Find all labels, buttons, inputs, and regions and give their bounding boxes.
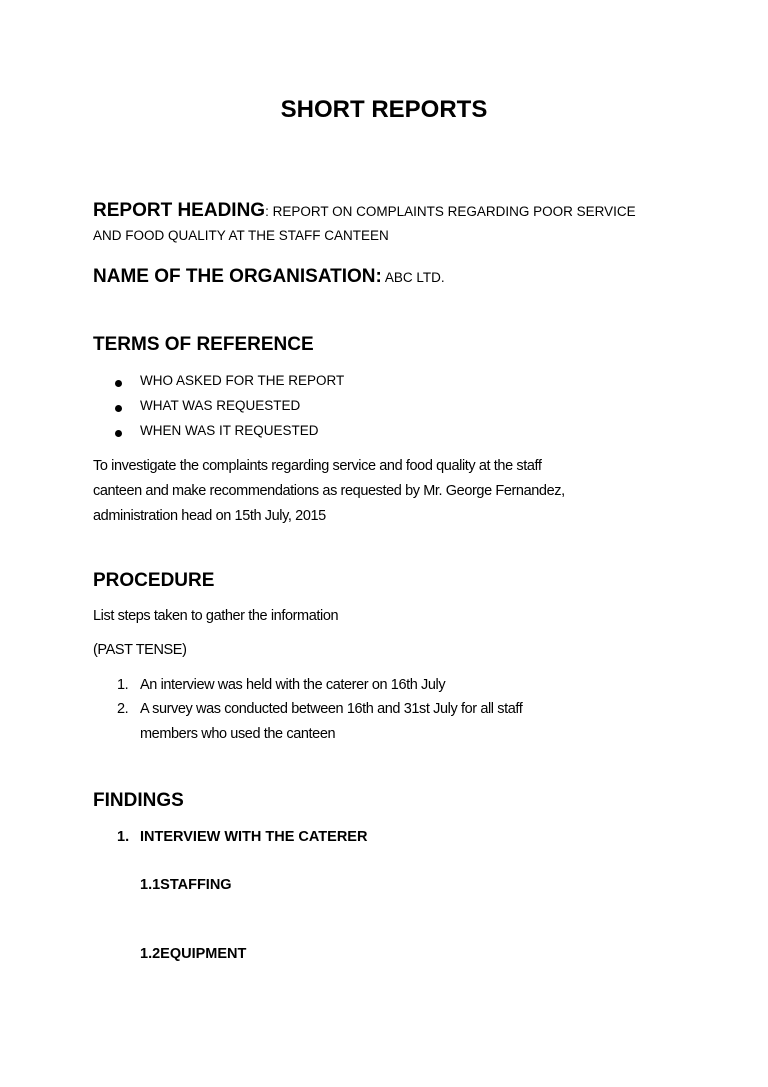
page-title: SHORT REPORTS xyxy=(280,96,488,123)
findings-item-1-num: 1. xyxy=(117,829,130,845)
organisation-sep: : xyxy=(375,266,382,287)
terms-paragraph-line-1: To investigate the complaints regarding service and food quality at the staff xyxy=(93,458,542,474)
procedure-step-1-text: An interview was held with the caterer on 16th July xyxy=(140,677,446,693)
findings-sub-1: 1.1STAFFING xyxy=(140,877,232,893)
findings-item-1: INTERVIEW WITH THE CATERER xyxy=(140,829,368,845)
terms-heading: TERMS OF REFERENCE xyxy=(93,334,314,355)
organisation-value: ABC LTD. xyxy=(381,270,445,285)
report-heading-label: REPORT HEADING xyxy=(93,200,266,221)
report-heading-text-cont: AND FOOD QUALITY AT THE STAFF CANTEEN xyxy=(93,228,389,243)
report-heading-line xyxy=(93,200,636,222)
procedure-heading: PROCEDURE xyxy=(93,570,215,591)
procedure-step-2-text: A survey was conducted between 16th and 31st July for all staff xyxy=(140,701,523,717)
procedure-step-1-num: 1. xyxy=(117,677,129,693)
procedure-intro: List steps taken to gather the information xyxy=(93,608,339,624)
findings-heading: FINDINGS xyxy=(93,790,184,811)
organisation-line xyxy=(93,266,445,288)
report-heading-text: REPORT ON COMPLAINTS REGARDING POOR SERVICE xyxy=(268,204,636,219)
organisation-label: NAME OF THE ORGANISATION xyxy=(93,266,376,287)
findings-sub-2: 1.2EQUIPMENT xyxy=(140,946,247,962)
report-heading-sep: : xyxy=(265,204,269,219)
procedure-step-2-text-cont: members who used the canteen xyxy=(140,726,336,742)
terms-paragraph-line-2: canteen and make recommendations as requested by Mr. George Fernandez, xyxy=(93,483,565,499)
bullet-dot-1 xyxy=(115,380,122,387)
terms-bullet-2: WHAT WAS REQUESTED xyxy=(140,398,301,413)
terms-bullet-1: WHO ASKED FOR THE REPORT xyxy=(140,373,345,388)
procedure-step-2-num: 2. xyxy=(117,701,129,717)
bullet-dot-2 xyxy=(115,405,122,412)
terms-paragraph-line-3: administration head on 15th July, 2015 xyxy=(93,508,326,524)
bullet-dot-3 xyxy=(115,430,122,437)
terms-bullet-3: WHEN WAS IT REQUESTED xyxy=(140,423,319,438)
procedure-tense: (PAST TENSE) xyxy=(93,642,187,658)
